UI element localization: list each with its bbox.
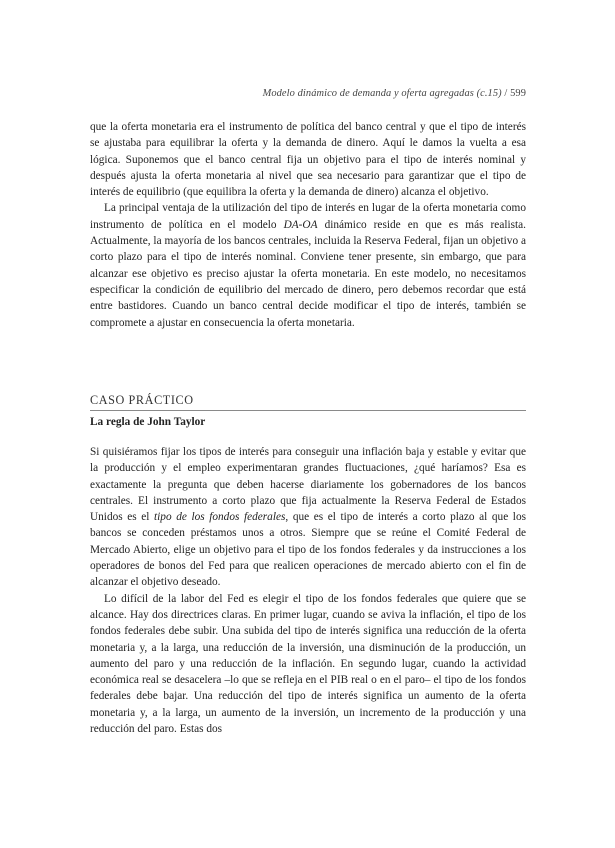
model-name: DA-OA [283, 218, 318, 231]
intro-paragraph-2-end: dinámico reside en que es más realista. Actualmente, la mayoría de los bancos centrales, incluida la Reserva Federal, fijan un objetivo a corto plazo para el tipo de interés nominal. Conviene tener presente, sin embargo, que para alcanzar ese objetivo es preciso ajustar la oferta monetaria. En este modelo, no necesitamos especificar la condición de equilibrio del mercado de dinero, pero debemos recordar que está entre bastidores. Cuando un banco central decide modificar el tipo de interés, también se compromete a ajustar en consecuencia la oferta monetaria. [90, 218, 526, 329]
intro-paragraph-2-start: La principal ventaja de la utilización del tipo de interés en lugar de la oferta monetaria como instrumento de política en el modelo [90, 202, 526, 231]
page-number: 599 [510, 88, 526, 99]
running-title: Modelo dinámico de demanda y oferta agregadas (c.15) [262, 88, 502, 99]
intro-paragraph-1: que la oferta monetaria era el instrumento de política del banco central y que el tipo de interés se ajustaba para equilibrar la oferta y la demanda de dinero. Aquí le damos la vuelta a esa lógica. Suponemos que el banco central fija un objetivo para el tipo de interés nominal y después ajusta la oferta monetaria al nivel que sea necesario para garantizar que el tipo de interés de equilibrio (que equilibra la oferta y la demanda de dinero) alcanza el objetivo. [90, 121, 526, 199]
case-paragraph-1 [90, 444, 526, 591]
case-study-text [90, 444, 526, 737]
intro-paragraph-2 [90, 200, 526, 330]
case-study-title: La regla de John Taylor [90, 416, 206, 428]
running-header [90, 88, 526, 99]
header-separator: / [501, 88, 511, 99]
federal-funds-term: tipo de los fondos federales [154, 511, 286, 524]
case-paragraph-1-end: , que es el tipo de interés a corto plazo al que los bancos se conceden préstamos unos a otros. Siempre que se reúne el Comité Federal de Mercado Abierto, elige un objetivo para el tipo de los fondos federales y da instrucciones a los operadores de bonos del Fed para que realicen operaciones de mercado abierto con el fin de alcanzar el objetivo deseado. [90, 511, 526, 589]
case-paragraph-2: Lo difícil de la labor del Fed es elegir el tipo de los fondos federales que quiere que se alcance. Hay dos directrices claras. En primer lugar, cuando se aviva la inflación, el tipo de los fondos federales debe subir. Una subida del tipo de interés significa una reducción de la oferta monetaria y, a la larga, una reducción de la inversión, una disminución de la producción, un aumento del paro y una reducción de la inflación. En segundo lugar, cuando la actividad económica real se desacelera –lo que se refleja en el PIB real o en el paro– el tipo de los fondos federales debe bajar. Una reducción del tipo de interés significa un aumento de la oferta monetaria y, a la larga, un aumento de la inversión, un incremento de la producción y una reducción del paro. Estas dos [90, 592, 526, 736]
case-paragraph-1-start: Si quisiéramos fijar los tipos de interés para conseguir una inflación baja y estable y evitar que la producción y el empleo experimentaran grandes fluctuaciones, ¿qué haríamos? Esa es exactamente la pregunta que deben hacerse diariamente los gobernadores de los bancos centrales. El instrumento a corto plazo que fija actualmente la Reserva Federal de Estados Unidos es el [90, 446, 526, 524]
intro-text [90, 119, 526, 331]
case-study-heading: CASO PRÁCTICO [90, 393, 526, 411]
